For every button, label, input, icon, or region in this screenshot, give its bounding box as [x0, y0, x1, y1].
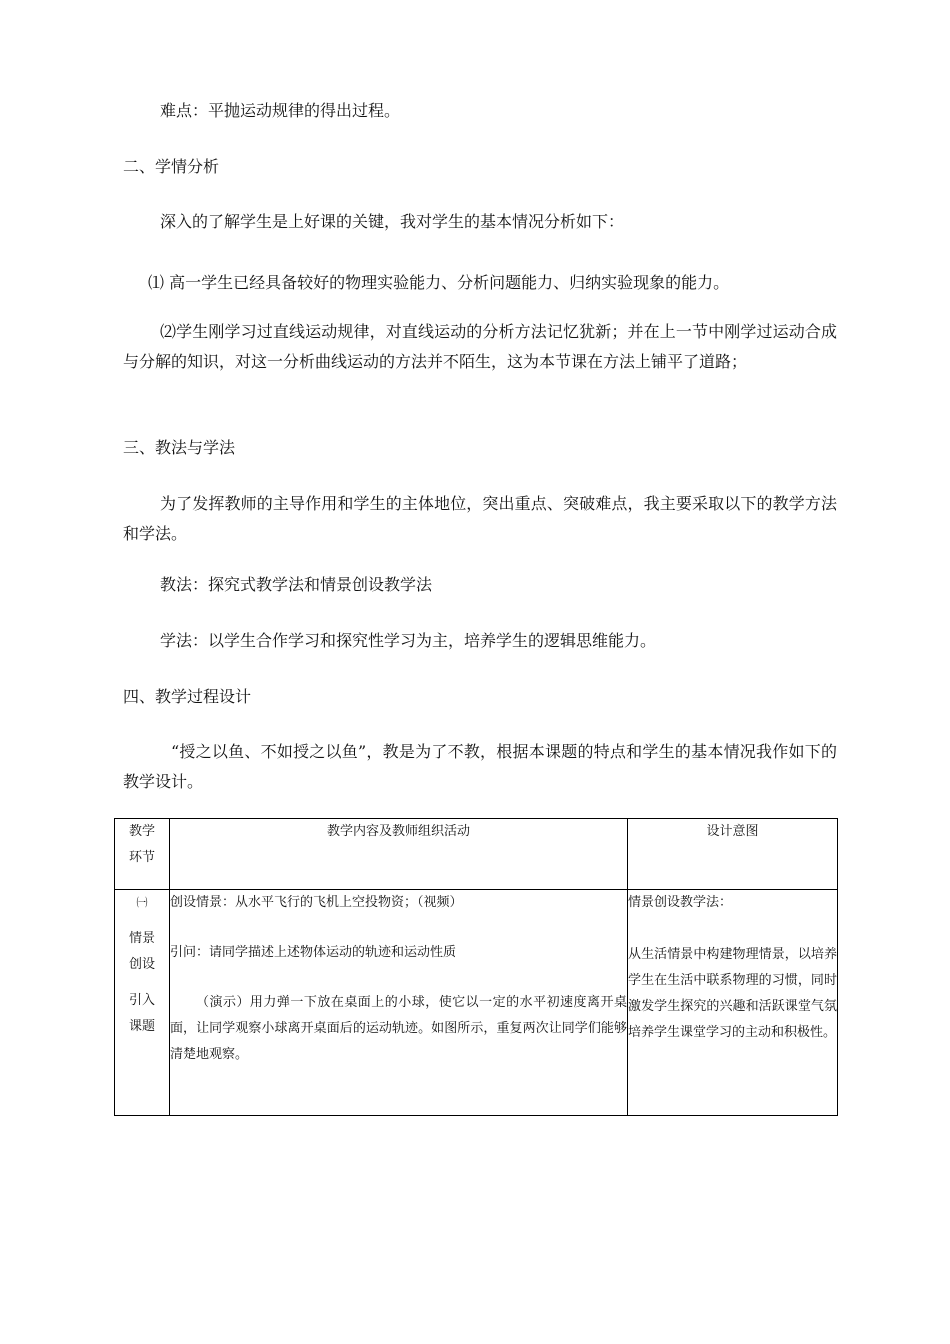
header-content: 教学内容及教师组织活动: [170, 819, 628, 890]
student-analysis-item-1: ⑴ 高一学生已经具备较好的物理实验能力、分析问题能力、归纳实验现象的能力。: [148, 273, 730, 292]
intent-method: 情景创设教学法：: [628, 895, 733, 910]
stage-line: 创设: [128, 957, 155, 972]
intent-description: 从生活情景中构建物理情景，以培养学生在生活中联系物理的习惯，同时激发学生探究的兴趣和活跃课堂气氛培养学生课堂学习的主动和积极性。: [628, 947, 837, 1040]
header-stage-line1: 教学: [128, 824, 155, 839]
header-stage: [115, 819, 170, 890]
table-header-row: [115, 819, 838, 890]
methods-intro: 为了发挥教师的主导作用和学生的主体地位，突出重点、突破难点，我主要采取以下的教学方法和学法。: [123, 494, 837, 543]
stage-cell: [115, 890, 170, 1116]
content-question: 引问：请同学描述上述物体运动的轨迹和运动性质: [170, 945, 457, 960]
section-heading-student-analysis: 二、学情分析: [123, 157, 220, 176]
stage-line: 课题: [128, 1019, 155, 1034]
lesson-design-table: [114, 818, 838, 1116]
process-intro: “授之以鱼、不如授之以鱼”，教是为了不教，根据本课题的特点和学生的基本情况我作如下的教学设计。: [123, 742, 837, 791]
stage-number: ㈠: [136, 896, 148, 909]
section-heading-process: 四、教学过程设计: [123, 687, 252, 706]
section-heading-methods: 三、教法与学法: [123, 438, 236, 457]
content-demo: （演示）用力弹一下放在桌面上的小球，使它以一定的水平初速度离开桌面，让同学观察小球离开桌面后的运动轨迹。如图所示，重复两次让同学们能够清楚地观察。: [170, 995, 627, 1062]
student-analysis-intro: 深入的了解学生是上好课的关键，我对学生的基本情况分析如下：: [160, 212, 625, 231]
intent-cell: [628, 890, 838, 1116]
difficulty-text: 难点：平抛运动规律的得出过程。: [160, 101, 401, 120]
content-cell: [170, 890, 628, 1116]
stage-line: 引入: [128, 993, 155, 1008]
student-analysis-item-2: ⑵学生刚学习过直线运动规律，对直线运动的分析方法记忆犹新；并在上一节中刚学过运动合成与分解的知识，对这一分析曲线运动的方法并不陌生，这为本节课在方法上铺平了道路；: [123, 322, 837, 371]
header-stage-line2: 环节: [128, 850, 155, 865]
teaching-method-text: 教法：探究式教学法和情景创设教学法: [160, 575, 433, 594]
header-intent: 设计意图: [628, 819, 838, 890]
table-row: [115, 890, 838, 1116]
stage-line: 情景: [128, 931, 155, 946]
learning-method-text: 学法：以学生合作学习和探究性学习为主，培养学生的逻辑思维能力。: [160, 631, 657, 650]
content-scenario: 创设情景：从水平飞行的飞机上空投物资；（视频）: [170, 895, 463, 910]
